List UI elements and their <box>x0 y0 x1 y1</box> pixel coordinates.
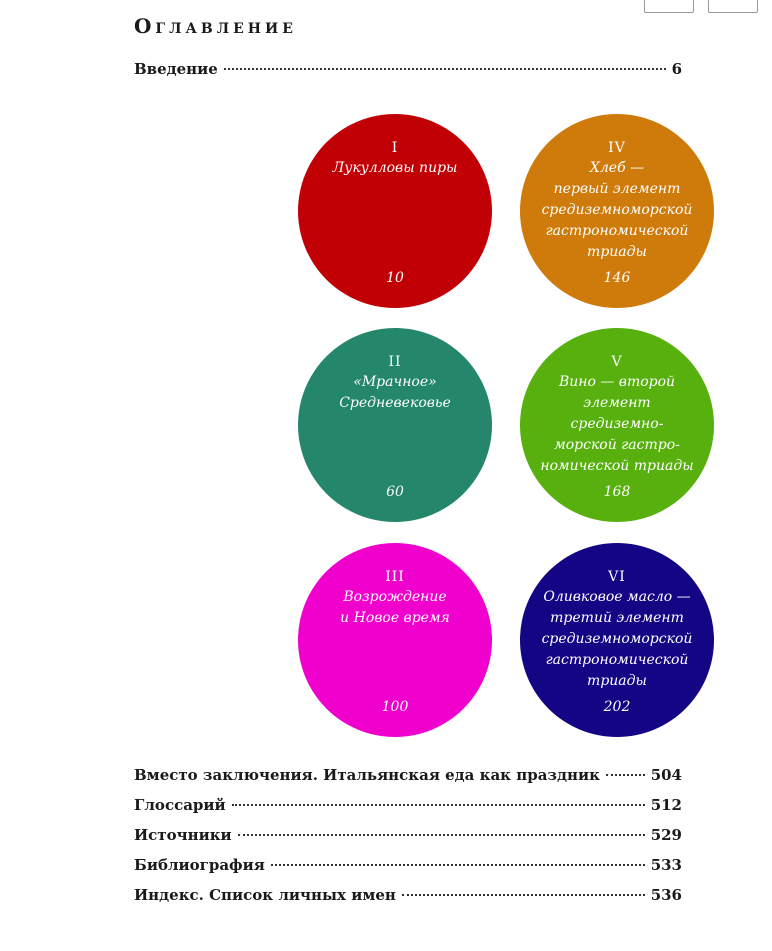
chapter-page: 202 <box>603 699 631 715</box>
toc-entry[interactable] <box>134 856 682 878</box>
toc-entry-label: Библиография <box>134 856 265 874</box>
toc-entry[interactable] <box>134 886 682 908</box>
page-title: Оглавление <box>134 14 297 38</box>
chapter-number: II <box>388 354 402 370</box>
chapter-page: 168 <box>603 484 631 500</box>
chapter-title: Хлеб — первый элемент средиземноморской гастрономической триады <box>541 160 693 260</box>
dot-leader <box>238 834 645 836</box>
dot-leader <box>224 68 666 70</box>
chapter-circle[interactable] <box>520 543 714 737</box>
toc-entry-page: 536 <box>650 886 682 904</box>
chapter-circle[interactable] <box>298 114 492 308</box>
toc-entry-page: 533 <box>650 856 682 874</box>
toc-entry-label: Глоссарий <box>134 796 226 814</box>
chapter-circle[interactable] <box>298 543 492 737</box>
dot-leader <box>402 894 645 896</box>
toc-entry-page: 6 <box>671 60 682 78</box>
chapter-circle[interactable] <box>520 114 714 308</box>
chapter-circle[interactable] <box>298 328 492 522</box>
toc-entry-page: 512 <box>650 796 682 814</box>
toc-entry[interactable] <box>134 826 682 848</box>
dot-leader <box>271 864 645 866</box>
chapter-number: III <box>385 569 405 585</box>
chapter-title: Возрождение и Новое время <box>340 589 450 626</box>
toc-entry-page: 529 <box>650 826 682 844</box>
toc-entry-label: Индекс. Список личных имен <box>134 886 396 904</box>
toc-entry-label: Вместо заключения. Итальянская еда как праздник <box>134 766 600 784</box>
toc-entry[interactable] <box>134 766 682 788</box>
corner-frame-right <box>708 0 758 13</box>
chapter-number: I <box>391 140 399 156</box>
chapter-number: IV <box>608 140 626 156</box>
chapter-page: 146 <box>603 270 631 286</box>
chapter-page: 100 <box>381 699 409 715</box>
chapter-title: Лукулловы пиры <box>332 160 458 176</box>
dot-leader <box>606 774 645 776</box>
toc-entry-label: Введение <box>134 60 218 78</box>
toc-entry[interactable] <box>134 796 682 818</box>
chapter-circle[interactable] <box>520 328 714 522</box>
dot-leader <box>232 804 645 806</box>
toc-entry-page: 504 <box>650 766 682 784</box>
corner-frame-left <box>644 0 694 13</box>
chapter-number: VI <box>608 569 626 585</box>
toc-entry-intro[interactable] <box>134 60 682 82</box>
chapter-title: Вино — второй элемент средиземно- морской гастро- номической триады <box>540 374 694 474</box>
chapter-page: 10 <box>386 270 404 286</box>
chapter-title: «Мрачное» Средневековье <box>339 374 451 411</box>
chapter-number: V <box>611 354 623 370</box>
chapter-title: Оливковое масло — третий элемент средиземноморской гастрономической триады <box>541 589 693 689</box>
toc-entry-label: Источники <box>134 826 232 844</box>
chapter-page: 60 <box>386 484 404 500</box>
